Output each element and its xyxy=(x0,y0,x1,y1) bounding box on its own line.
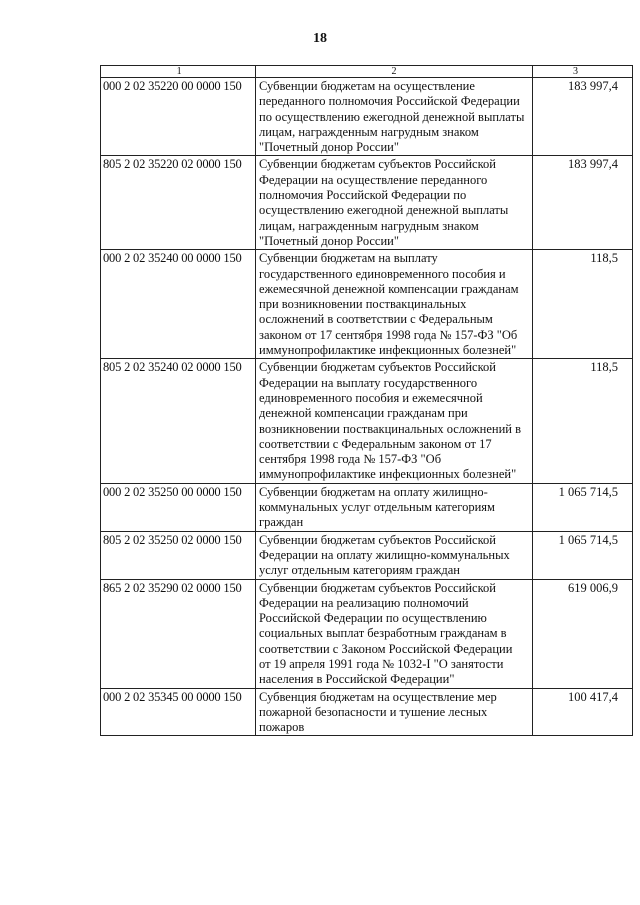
row-amount: 118,5 xyxy=(533,250,633,359)
table-row xyxy=(101,250,633,359)
column-header-name: 2 xyxy=(256,66,533,78)
row-name xyxy=(256,531,533,579)
row-name-text: Субвенции бюджетам на выплату государственного единовременного пособия и ежемесячной денежной компенсации гражданам при возникновении поствакцинальных осложнений в соответствии с Федеральным законом от 17 сентября 1998 года № 157-ФЗ "Об иммунопрофилактике инфекционных болезней" xyxy=(259,251,519,358)
row-code: 865 2 02 35290 02 0000 150 xyxy=(101,579,256,688)
table-row xyxy=(101,359,633,483)
column-header-amount: 3 xyxy=(533,66,633,78)
row-code: 000 2 02 35240 00 0000 150 xyxy=(101,250,256,359)
row-amount: 619 006,9 xyxy=(533,579,633,688)
table-row xyxy=(101,156,633,250)
row-code: 000 2 02 35250 00 0000 150 xyxy=(101,483,256,531)
row-name-text: Субвенции бюджетам субъектов Российской Федерации на осуществление переданного полномочия Российской Федерации по осуществлению ежегодной денежной выплаты лицам, награжденным нагрудным знаком "Почетный донор России" xyxy=(259,157,509,248)
budget-revenue-table xyxy=(100,65,633,736)
row-name xyxy=(256,688,533,736)
row-name-text: Субвенции бюджетам субъектов Российской Федерации на оплату жилищно-коммунальных услуг отдельным категориям граждан xyxy=(259,532,510,578)
row-amount: 118,5 xyxy=(533,359,633,483)
row-code: 805 2 02 35250 02 0000 150 xyxy=(101,531,256,579)
table-row xyxy=(101,78,633,156)
row-code: 000 2 02 35345 00 0000 150 xyxy=(101,688,256,736)
table-row xyxy=(101,531,633,579)
table-header-row xyxy=(101,66,633,78)
row-amount: 1 065 714,5 xyxy=(533,531,633,579)
row-name xyxy=(256,156,533,250)
row-name xyxy=(256,78,533,156)
row-amount: 183 997,4 xyxy=(533,78,633,156)
table-row xyxy=(101,579,633,688)
row-name-text: Субвенции бюджетам на осуществление переданного полномочия Российской Федерации по осуществлению ежегодной денежной выплаты лицам, награжденным нагрудным знаком "Почетный донор России" xyxy=(259,79,525,155)
row-amount: 100 417,4 xyxy=(533,688,633,736)
row-name-text: Субвенции бюджетам субъектов Российской Федерации на выплату государственного единовременного пособия и ежемесячной денежной компенсации гражданам при возникновении поствакцинальных осложнений в соответствии с Федеральным законом от 17 сентября 1998 года № 157-ФЗ "Об иммунопрофилактике инфекционных болезней" xyxy=(259,360,521,482)
row-name-text: Субвенции бюджетам на оплату жилищно-коммунальных услуг отдельным категориям граждан xyxy=(259,484,495,530)
row-name xyxy=(256,250,533,359)
page-number: 18 xyxy=(313,31,327,46)
row-name-text: Субвенции бюджетам субъектов Российской Федерации на реализацию полномочий Российской Федерации по осуществлению социальных выплат безработным гражданам в соответствии с Законом Российской Федерации от 19 апреля 1991 года № 1032-I "О занятости населения в Российской Федерации" xyxy=(259,580,513,687)
table-row xyxy=(101,688,633,736)
row-name xyxy=(256,579,533,688)
row-name xyxy=(256,483,533,531)
row-amount: 1 065 714,5 xyxy=(533,483,633,531)
row-code: 000 2 02 35220 00 0000 150 xyxy=(101,78,256,156)
column-header-code: 1 xyxy=(101,66,256,78)
table-row xyxy=(101,483,633,531)
row-amount: 183 997,4 xyxy=(533,156,633,250)
row-name-text: Субвенция бюджетам на осуществление мер пожарной безопасности и тушение лесных пожаров xyxy=(259,689,497,735)
row-code: 805 2 02 35220 02 0000 150 xyxy=(101,156,256,250)
row-code: 805 2 02 35240 02 0000 150 xyxy=(101,359,256,483)
row-name xyxy=(256,359,533,483)
